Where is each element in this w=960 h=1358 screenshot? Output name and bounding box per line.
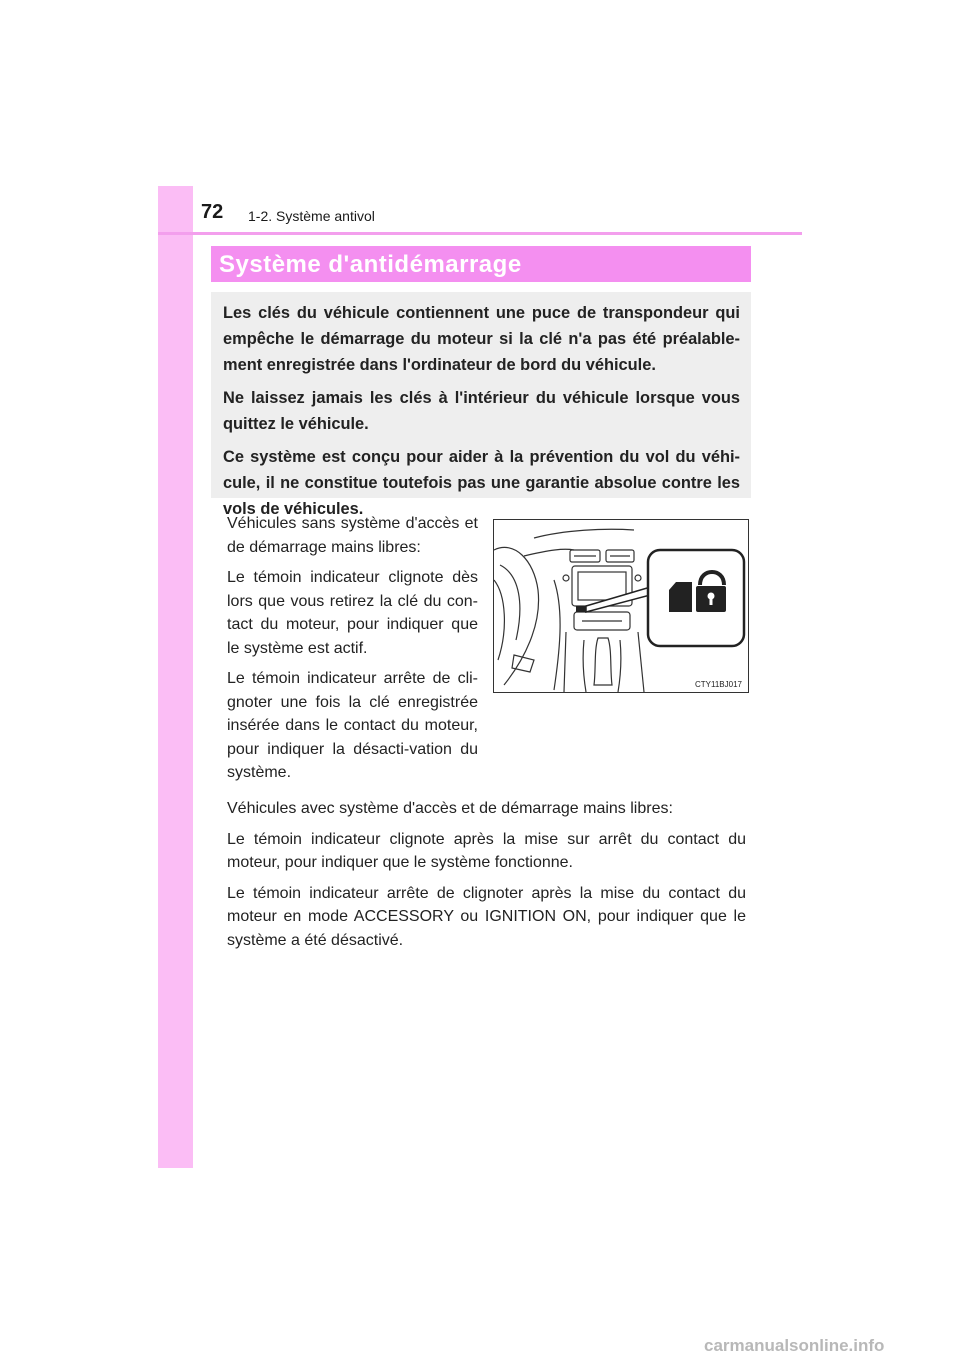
chapter-side-tab [158,186,193,1168]
intro-paragraph: Les clés du véhicule contiennent une puce de transpondeur qui empêche le démarrage du moteur si la clé n'a pas été préalable-ment enregistrée dans l'ordinateur de bord du véhicule. [223,304,740,374]
figure-code: CTY11BJ017 [695,680,742,689]
intro-box [211,292,751,518]
intro-paragraph: Ce système est conçu pour aider à la prévention du vol du véhi-cule, il ne constitue toutefois pas une garantie absolue contre les vols de véhicules. [223,448,740,518]
section-title: Système d'antidémarrage [211,246,751,282]
column-text [227,512,478,792]
body-paragraph: Le témoin indicateur clignote dès lors que vous retirez la clé du con-tact du moteur, pour indiquer que le système est actif. [227,569,478,657]
body-paragraph: Le témoin indicateur clignote après la mise sur arrêt du contact du moteur, pour indiquer que le système fonctionne. [227,830,746,871]
watermark: carmanualsonline.info [704,1336,885,1355]
body-paragraph: Le témoin indicateur arrête de clignoter après la mise du contact du moteur en mode ACCESSORY ou IGNITION ON, pour indiquer que le système a été désactivé. [227,884,746,949]
full-width-text [227,797,746,959]
breadcrumb: 1-2. Système antivol [248,208,375,224]
dashboard-illustration [493,519,749,693]
header-rule [158,232,802,235]
body-paragraph: Le témoin indicateur arrête de cli-gnoter une fois la clé enregistrée insérée dans le contact du moteur, pour indiquer la désacti-vation du système. [227,670,478,781]
body-paragraph: Véhicules avec système d'accès et de démarrage mains libres: [227,800,673,817]
page-number: 72 [201,201,224,223]
intro-paragraph: Ne laissez jamais les clés à l'intérieur du véhicule lorsque vous quittez le véhicule. [223,389,740,433]
body-paragraph: Véhicules sans système d'accès et de démarrage mains libres: [227,515,478,556]
dashboard-drawing [494,520,748,692]
